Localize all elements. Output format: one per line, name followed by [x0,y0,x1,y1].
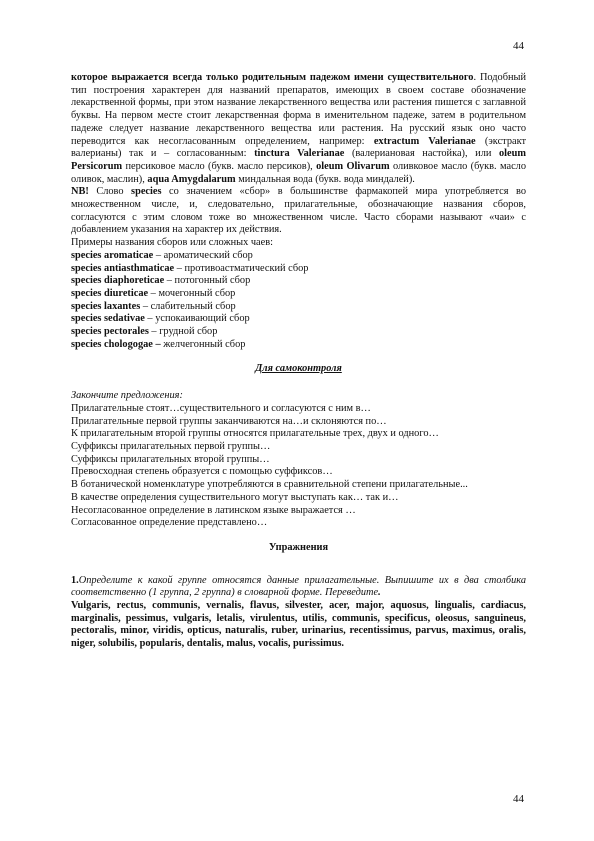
task-dot: . [378,587,381,599]
species-term: species [131,186,162,198]
self-control-item: В качестве определения существительного могут выступать как… так и… [71,491,399,503]
examples-intro: Примеры названия сборов или сложных чаев: [71,237,273,249]
species-translation: слабительный сбор [150,300,236,312]
page-number-bottom: 44 [513,793,524,805]
intro-text: оливковое масло (букв. масло оливок, маслин), [71,160,526,185]
example-term: aqua Amygdalarum [147,173,236,185]
intro-text: (экстракт валерианы) так и – согласованным: [71,135,526,160]
species-translation: грудной сбор [159,326,218,338]
intro-text: персиковое масло (букв. масло персиков), [122,160,317,172]
task-number: 1. [71,574,79,586]
species-item [71,339,526,352]
self-control-item: Суффиксы прилагательных первой группы… [71,440,271,452]
self-control-list [71,403,526,530]
self-control-item: Превосходная степень образуется с помощью суффиксов… [71,466,333,478]
species-sep: – [148,326,160,338]
intro-text: (валериановая настойка), или [344,148,499,160]
page-content [71,72,526,651]
species-sep: – [140,300,151,312]
self-control-item: Суффиксы прилагательных второй группы… [71,453,270,465]
species-sep: – [144,313,156,325]
instruction-text: Закончите предложения: [71,390,183,402]
species-item [71,313,526,326]
species-latin: species antiasthmaticae [71,262,175,274]
species-translation: успокаивающий сбор [155,313,250,325]
species-latin: species diureticae [71,287,149,299]
self-control-item: Прилагательные первой группы заканчиваются на…и склоняются по… [71,415,387,427]
species-item [71,301,526,314]
intro-text: . Подобный тип построения характерен для названий препаратов, имеющих в своем составе обозначение лекарственной формы, при этом название лекарственного вещества или растения пишется с заглавной буквы. На первом месте стоит лекарственная форма в именительном падеже, затем в родительном падеже следует название лекарственного вещества или растения. На русский язык оно часто переводится как несогласованным определением, например: [71,72,526,147]
intro-text: миндальная вода (букв. вода миндалей). [235,173,415,185]
self-control-item: В ботанической номенклатуре употребляются в сравнительной степени прилагательные... [71,479,468,491]
nb-text: со значением «сбор» в большинстве фармакопей мира употребляется во множественном числе, и, следовательно, прилагательные, обозначающие названия сборов, согласуются с этим словом тоже во множественном числе. Часто сборами называют «чаи» с добавлением указания на характер их действия. [71,186,527,236]
exercise-task [71,575,526,600]
self-control-item: Согласованное определение представлено… [71,517,268,529]
species-item [71,263,526,276]
example-term: oleum Persicorum [71,148,526,172]
species-latin: species sedativae [71,313,145,325]
exercise-words: Vulgaris, rectus, communis, vernalis, flavus, silvester, acer, major, aquosus, lingualis, cardiacus, marginalis, pessimus, vulgaris, letalis, virulentus, utilis, communis, specificus, oleosus, sanguineus, pectoralis, minor, viridis, opticus, naturalis, ruber, urinarius, recentissimus, parvus, maximus, oralis, niger, solubilis, popularis, dentalis, malus, vocalis, purissimus. [71,600,526,650]
species-translation: мочегонный сбор [158,287,236,299]
species-sep: – [148,287,159,299]
species-sep: – [164,275,175,287]
species-latin: species pectorales [71,326,149,338]
species-sep: – [174,262,185,274]
nb-paragraph [71,186,526,237]
self-control-instruction [71,390,526,403]
exercises-heading: Упражнения [268,541,329,553]
species-item [71,288,526,301]
task-text: Определите к какой группе относятся данные прилагательные. Выпишите их в два столбика соответственно (1 группа, 2 группа) в словарной форме. Переведите [71,574,526,599]
species-latin: species chologogae – [71,338,161,350]
species-item [71,326,526,339]
species-sep: – [153,249,164,261]
species-latin: species laxantes [71,300,141,312]
species-translation: ароматический сбор [163,249,253,261]
example-term: oleum Olivarum [316,160,390,172]
example-term: tinctura Valerianae [254,148,345,160]
nb-text: Слово [88,186,132,198]
species-list [71,250,526,352]
species-translation: желчегонный сбор [163,338,246,350]
self-control-heading: Для самоконтроля [255,363,342,375]
intro-lead: которое выражается всегда только родительным падежом имени существительного [71,72,474,83]
self-control-item: К прилагательным второй группы относятся прилагательные трех, двух и одного… [71,428,439,440]
nb-label: NB! [71,186,89,198]
self-control-item: Несогласованное определение в латинском языке выражается … [71,504,356,516]
species-latin: species aromaticae [71,249,154,261]
intro-paragraph [71,72,526,186]
species-item [71,275,526,288]
self-control-item: Прилагательные стоят…существительного и согласуются с ним в… [71,402,371,414]
example-term: extractum Valerianae [373,135,476,147]
page-number-top: 44 [513,40,524,52]
species-translation: потогонный сбор [174,275,251,287]
species-translation: противоастматический сбор [184,262,309,274]
species-latin: species diaphoreticae [71,275,165,287]
species-item [71,250,526,263]
